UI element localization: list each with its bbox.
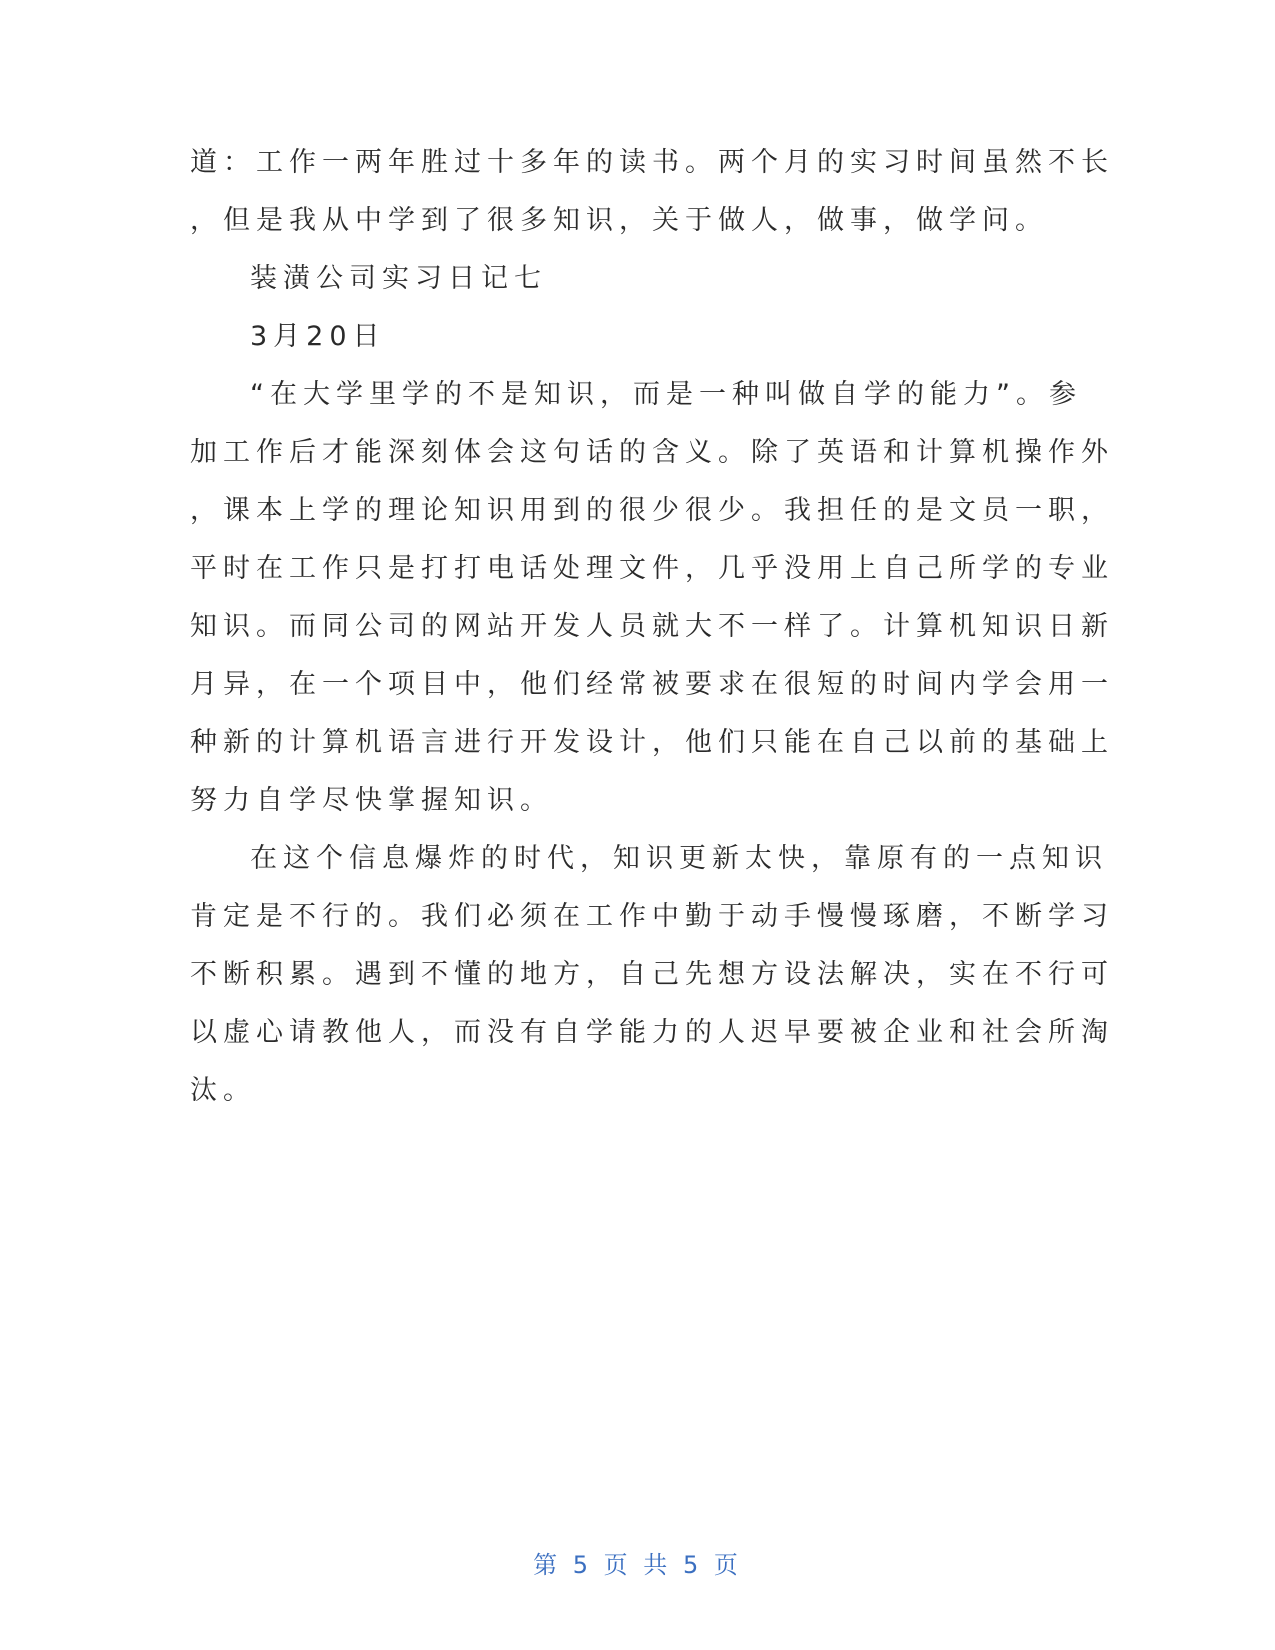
paragraph-line: 不断积累。遇到不懂的地方，自己先想方设法解决，实在不行可 <box>190 959 1114 990</box>
paragraph-line: 在这个信息爆炸的时代，知识更新太快，靠原有的一点知识 <box>250 843 1108 874</box>
diary-date: 3月20日 <box>250 321 386 352</box>
footer-prefix: 第 <box>533 1551 562 1579</box>
paragraph-line: 加工作后才能深刻体会这句话的含义。除了英语和计算机操作外 <box>190 437 1114 468</box>
page-footer <box>0 1545 1275 1580</box>
current-page-number: 5 <box>572 1551 593 1579</box>
paragraph-line: 努力自学尽快掌握知识。 <box>190 785 553 816</box>
paragraph-line: “在大学里学的不是知识，而是一种叫做自学的能力”。参 <box>250 379 1082 410</box>
footer-suffix: 页 <box>713 1551 742 1579</box>
paragraph-line: 汰。 <box>190 1075 256 1106</box>
paragraph-line: 月异，在一个项目中，他们经常被要求在很短的时间内学会用一 <box>190 669 1114 700</box>
paragraph-line: ，课本上学的理论知识用到的很少很少。我担任的是文员一职， <box>190 495 1114 526</box>
paragraph-line: 平时在工作只是打打电话处理文件，几乎没用上自己所学的专业 <box>190 553 1114 584</box>
paragraph-line: 以虚心请教他人，而没有自学能力的人迟早要被企业和社会所淘 <box>190 1017 1114 1048</box>
footer-middle: 页 共 <box>603 1551 672 1579</box>
paragraph-line: 肯定是不行的。我们必须在工作中勤于动手慢慢琢磨，不断学习 <box>190 901 1114 932</box>
paragraph-line: 种新的计算机语言进行开发设计，他们只能在自己以前的基础上 <box>190 727 1114 758</box>
paragraph-line: 道：工作一两年胜过十多年的读书。两个月的实习时间虽然不长 <box>190 147 1114 178</box>
section-heading: 装潢公司实习日记七 <box>250 263 547 294</box>
paragraph-line: ，但是我从中学到了很多知识，关于做人，做事，做学问。 <box>190 205 1048 236</box>
paragraph-line: 知识。而同公司的网站开发人员就大不一样了。计算机知识日新 <box>190 611 1114 642</box>
total-page-number: 5 <box>682 1551 703 1579</box>
